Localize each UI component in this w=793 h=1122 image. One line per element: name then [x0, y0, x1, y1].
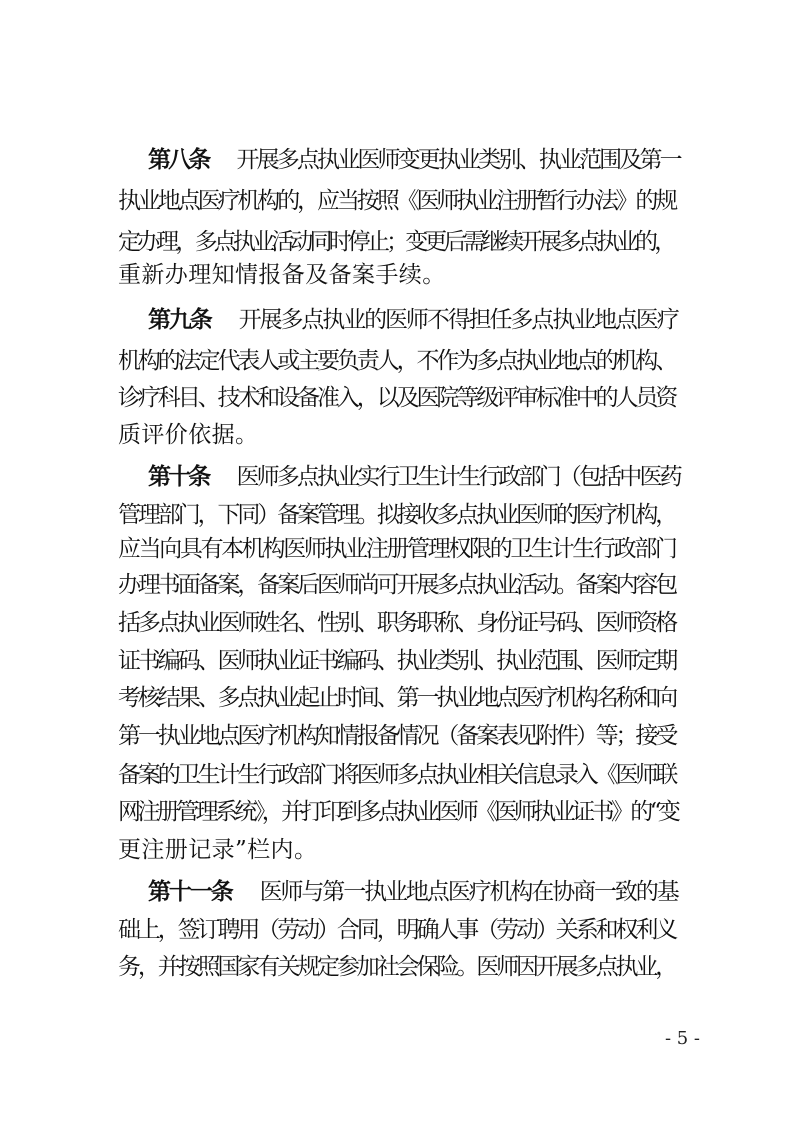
- article-10-line-6: 证书编码、医师执业证书编码、执业类别、执业范围、医师定期: [118, 648, 676, 674]
- article-9-line-2: 机构的法定代表人或主要负责人，不作为多点执业地点的机构、: [118, 348, 676, 374]
- article-9-title: 第九条: [148, 307, 211, 333]
- article-9-line-3: 诊疗科目、技术和设备准入，以及医院等级评审标准中的人员资: [118, 385, 676, 411]
- article-10-line-1: [148, 462, 678, 492]
- article-8-line-3: 定办理，多点执业活动同时停止；变更后需继续开展多点执业的，: [118, 229, 674, 255]
- article-10-line-10: 网注册管理系统》，并打印到多点执业医师《医师执业证书》的“变: [118, 799, 678, 825]
- article-11-line-1: [148, 877, 678, 907]
- article-10-line-4: 办理书面备案，备案后医师尚可开展多点执业活动。备案内容包: [118, 572, 676, 598]
- article-8-line-1: [148, 145, 678, 175]
- article-10-line-9: 备案的卫生计生行政部门将医师多点执业相关信息录入《医师联: [118, 762, 676, 788]
- article-10-title: 第十条: [148, 464, 209, 490]
- article-11-title: 第十一条: [148, 879, 232, 905]
- article-9-line-1: [148, 305, 678, 335]
- article-9-line-4: 质评价依据。: [118, 422, 259, 448]
- article-8-title: 第八条: [148, 147, 209, 173]
- article-8-line-4: 重新办理知情报备及备案手续。: [118, 262, 446, 288]
- article-10-line-11: 更注册记录”栏内。: [118, 837, 318, 863]
- article-11-line-2: 础上，签订聘用（劳动）合同，明确人事（劳动）关系和权利义: [118, 917, 676, 943]
- article-10-text-1: 医师多点执业实行卫生计生行政部门（包括中医药: [236, 464, 680, 490]
- article-8-text-1: 开展多点执业医师变更执业类别、执业范围及第一: [236, 147, 680, 173]
- article-10-line-5: 括多点执业医师姓名、性别、职务职称、身份证号码、医师资格: [118, 610, 676, 636]
- article-11-text-1: 医师与第一执业地点医疗机构在协商一致的基: [259, 879, 678, 905]
- article-10-line-3: 应当向具有本机构医师执业注册管理权限的卫生计生行政部门: [118, 536, 676, 562]
- article-11-line-3: 务，并按照国家有关规定参加社会保险。医师因开展多点执业，: [118, 954, 676, 980]
- page-number: - 5 -: [664, 1028, 700, 1049]
- article-10-line-8: 第一执业地点医疗机构知情报备情况（备案表见附件）等；接受: [118, 723, 676, 749]
- article-8-line-2: 执业地点医疗机构的，应当按照《医师执业注册暂行办法》的规: [118, 188, 676, 214]
- article-9-text-1: 开展多点执业的医师不得担任多点执业地点医疗: [238, 307, 678, 333]
- article-10-line-7: 考核结果、多点执业起止时间、第一执业地点医疗机构名称和向: [118, 685, 676, 711]
- article-10-line-2: 管理部门，下同）备案管理。拟接收多点执业医师的医疗机构，: [118, 502, 676, 528]
